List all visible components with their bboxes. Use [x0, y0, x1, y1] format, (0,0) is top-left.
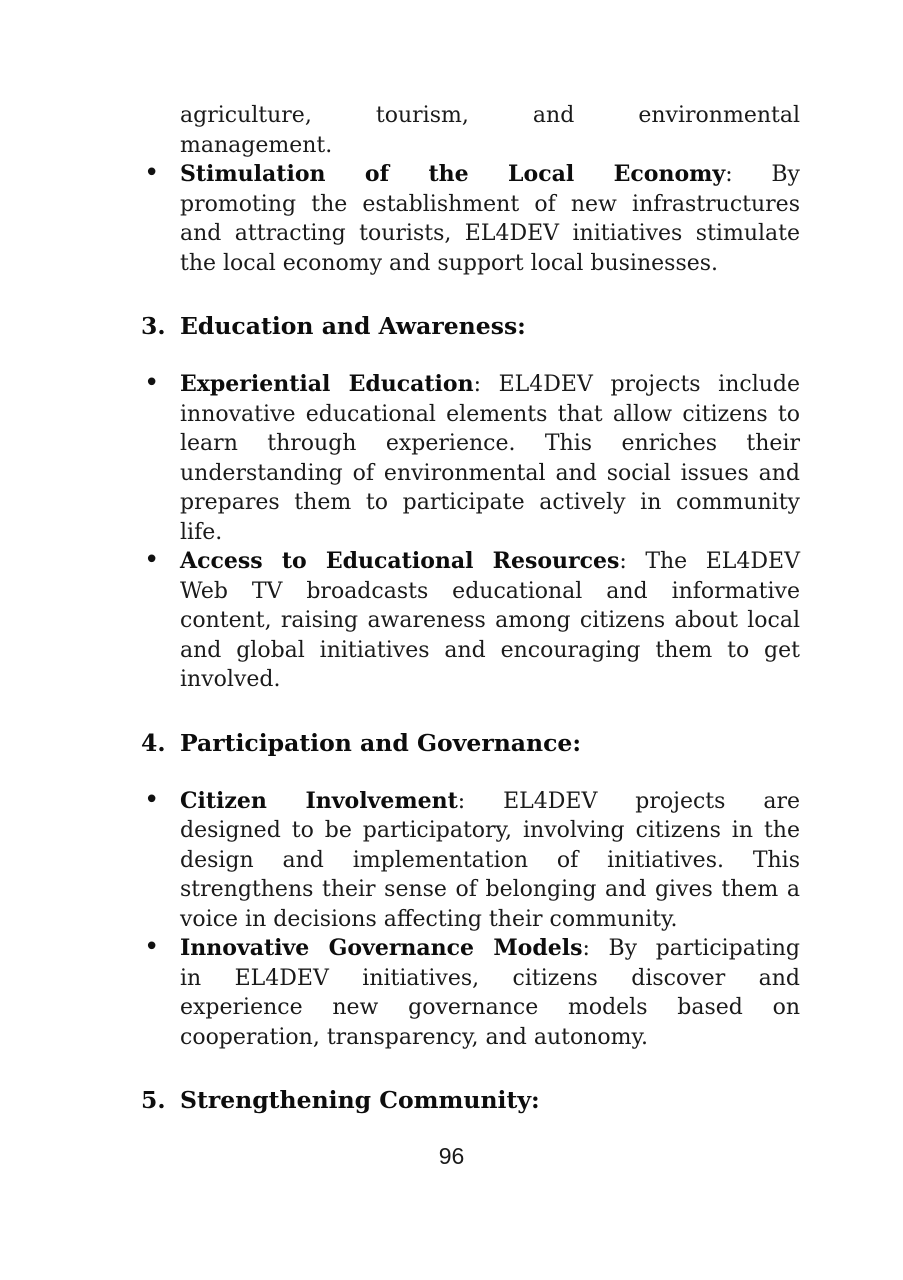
text-line: strengthens their sense of belonging and gives them a [180, 877, 800, 902]
bullet-icon: • [144, 784, 160, 815]
text-line: management. [180, 132, 333, 158]
bullet-item [144, 368, 801, 547]
bullet-icon: • [144, 545, 160, 575]
text-line: and attracting tourists, EL4DEV initiatives stimulate [180, 221, 800, 246]
bullet-item [144, 932, 800, 1052]
text-line: understanding of environmental and social issues and [180, 460, 800, 486]
text-line: designed to be participatory, involving citizens in the [180, 818, 800, 843]
section-title: Education and Awareness: [180, 312, 526, 340]
section-number: 3. [141, 312, 166, 340]
text-line: cooperation, transparency, and autonomy. [180, 1024, 648, 1050]
bullet-item [144, 545, 800, 695]
text-line: Citizen Involvement: EL4DEV projects are [180, 787, 800, 814]
section-title: Participation and Governance: [180, 728, 582, 757]
section-title: Strengthening Community: [180, 1086, 540, 1114]
text-line: the local economy and support local businesses. [180, 250, 719, 276]
paragraph-continuation [180, 101, 800, 160]
text-line: prepares them to participate actively in community [180, 490, 800, 515]
bullet-icon: • [144, 158, 160, 188]
bullet-icon: • [144, 932, 160, 962]
page-number: 96 [438, 1143, 465, 1169]
section-heading [141, 1085, 800, 1115]
bullet-item [144, 158, 800, 278]
bullet-icon: • [144, 368, 160, 398]
text-line: content, raising awareness among citizens about local [180, 608, 800, 633]
text-line: involved. [180, 667, 281, 692]
text-line: Web TV broadcasts educational and informative [180, 578, 800, 604]
text-line: voice in decisions affecting their community. [180, 906, 678, 932]
text-line: innovative educational elements that allow citizens to [180, 401, 800, 427]
text-line: Experiential Education: EL4DEV projects include [180, 371, 801, 397]
text-line: design and implementation of initiatives. This [180, 847, 800, 873]
section-number: 4. [141, 728, 166, 757]
text-line: learn through experience. This enriches their [180, 431, 800, 456]
section-heading [141, 311, 800, 341]
page-text [141, 101, 801, 1144]
text-line: Innovative Governance Models: By participating [180, 935, 800, 961]
text-line: agriculture, tourism, and environmental [180, 103, 800, 128]
section-number: 5. [141, 1086, 166, 1114]
section-heading [141, 728, 800, 758]
text-line: promoting the establishment of new infrastructures [180, 191, 800, 217]
text-line: Stimulation of the Local Economy: By [180, 161, 800, 187]
text-line: Access to Educational Resources: The EL4DEV [180, 548, 800, 574]
text-line: experience new governance models based on [180, 995, 800, 1020]
bullet-item [144, 784, 800, 935]
text-line: life. [180, 519, 223, 545]
text-line: and global initiatives and encouraging them to get [180, 637, 800, 663]
text-line: in EL4DEV initiatives, citizens discover and [180, 965, 800, 991]
